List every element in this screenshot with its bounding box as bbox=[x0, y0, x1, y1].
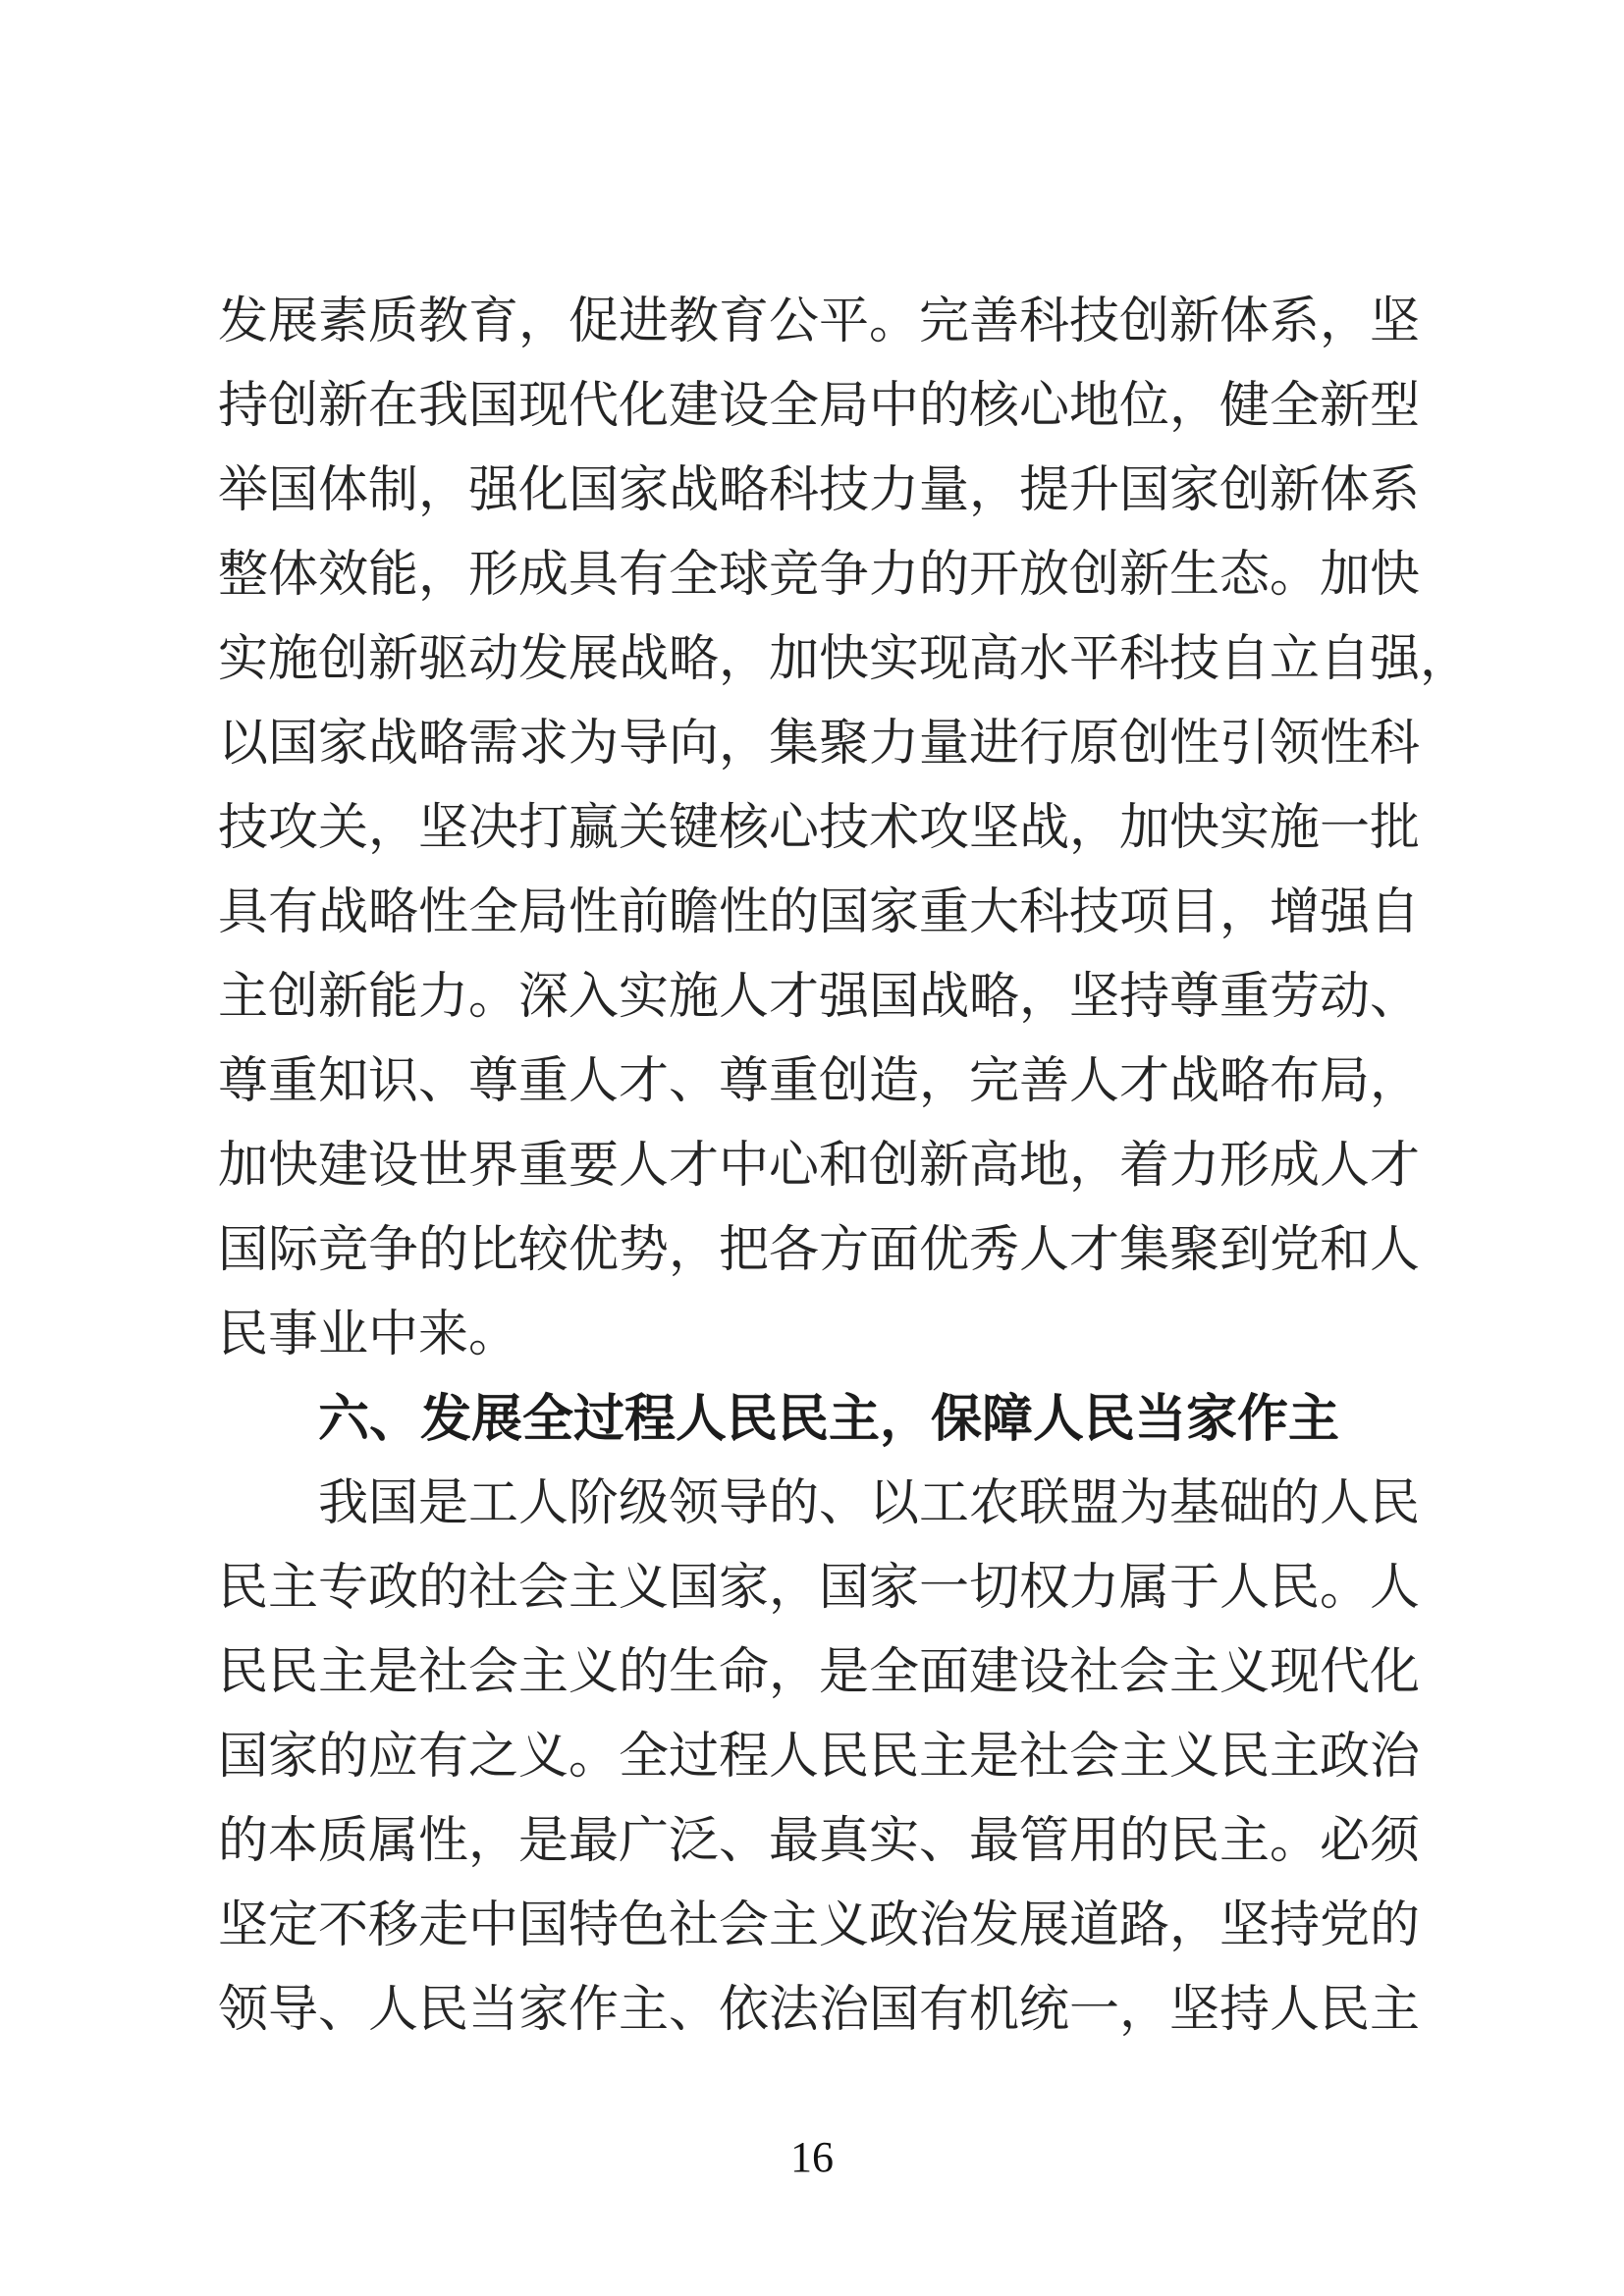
text-line: 持创新在我国现代化建设全局中的核心地位，健全新型 bbox=[218, 379, 1421, 434]
text-line: 以国家战略需求为导向，集聚力量进行原创性引领性科 bbox=[218, 717, 1421, 772]
text-line: 国家的应有之义。全过程人民民主是社会主义民主政治 bbox=[218, 1730, 1421, 1785]
text-line: 主创新能力。深入实施人才强国战略，坚持尊重劳动、 bbox=[218, 970, 1421, 1025]
text-line: 实施创新驱动发展战略，加快实现高水平科技自立自强， bbox=[218, 632, 1471, 687]
text-content bbox=[218, 280, 1471, 2053]
text-line: 领导、人民当家作主、依法治国有机统一，坚持人民主 bbox=[218, 1983, 1421, 2038]
text-line: 加快建设世界重要人才中心和创新高地，着力形成人才 bbox=[218, 1139, 1421, 1194]
text-line: 尊重知识、尊重人才、尊重创造，完善人才战略布局， bbox=[218, 1054, 1421, 1109]
text-line: 的本质属性，是最广泛、最真实、最管用的民主。必须 bbox=[218, 1814, 1421, 1869]
text-line: 我国是工人阶级领导的、以工农联盟为基础的人民 bbox=[318, 1476, 1421, 1531]
text-line: 国际竞争的比较优势，把各方面优秀人才集聚到党和人 bbox=[218, 1223, 1421, 1278]
text-line: 民事业中来。 bbox=[218, 1308, 519, 1362]
text-line: 民主专政的社会主义国家，国家一切权力属于人民。人 bbox=[218, 1561, 1421, 1616]
text-line: 具有战略性全局性前瞻性的国家重大科技项目，增强自 bbox=[218, 885, 1421, 940]
text-line: 整体效能，形成具有全球竞争力的开放创新生态。加快 bbox=[218, 548, 1421, 603]
text-line: 举国体制，强化国家战略科技力量，提升国家创新体系 bbox=[218, 463, 1421, 518]
page-number: 16 bbox=[790, 2133, 834, 2181]
text-line: 技攻关，坚决打赢关键核心技术攻坚战，加快实施一批 bbox=[218, 801, 1421, 856]
text-line: 民民主是社会主义的生命，是全面建设社会主义现代化 bbox=[218, 1645, 1421, 1700]
section-heading: 六、发展全过程人民民主，保障人民当家作主 bbox=[318, 1391, 1340, 1448]
text-line: 发展素质教育，促进教育公平。完善科技创新体系，坚 bbox=[218, 294, 1421, 349]
text-line: 坚定不移走中国特色社会主义政治发展道路，坚持党的 bbox=[218, 1898, 1421, 1953]
